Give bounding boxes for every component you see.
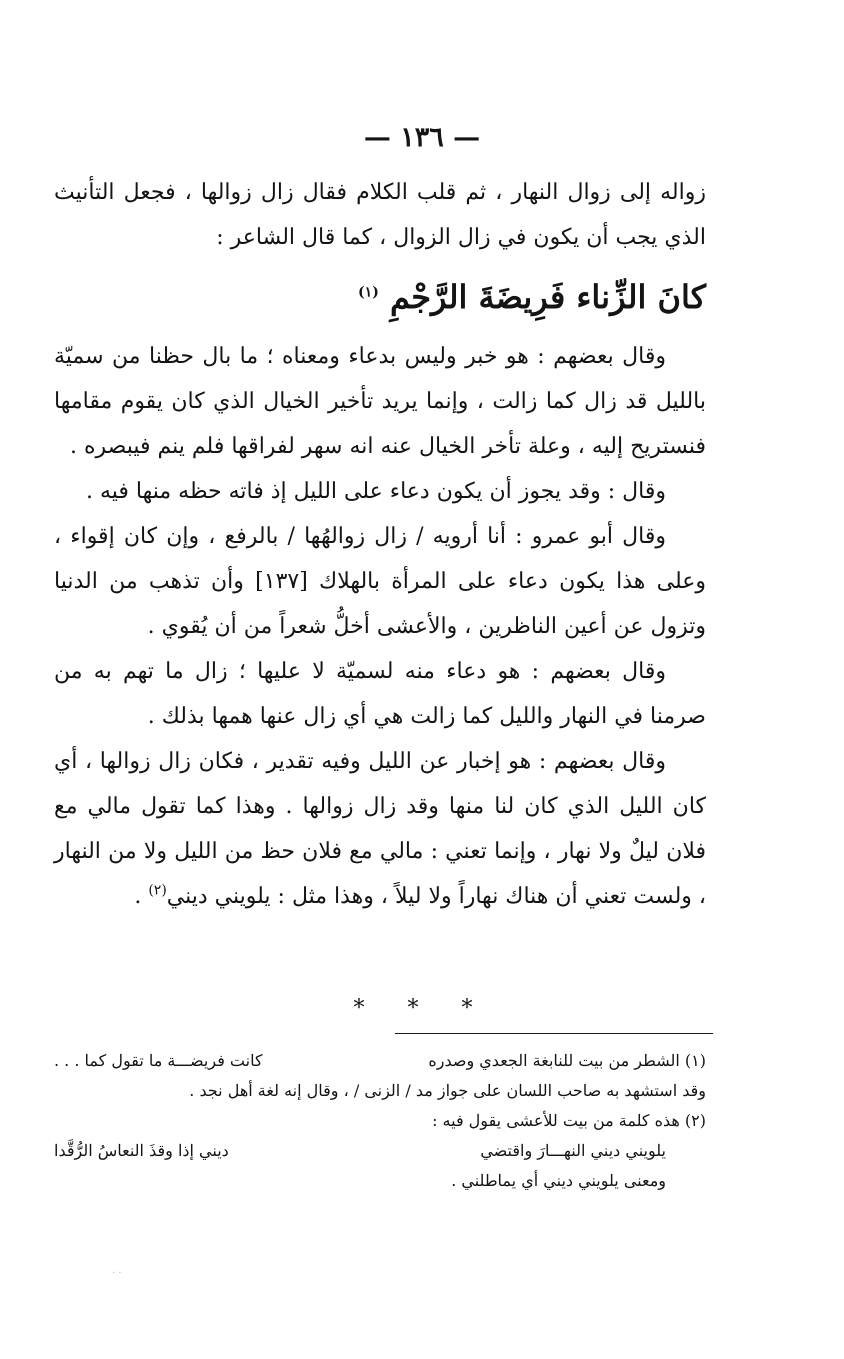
page-number: — ١٣٦ — (363, 122, 481, 153)
section-stars: * * * (353, 996, 491, 1021)
main-text (54, 170, 706, 919)
footnote-1-line (54, 1046, 706, 1076)
paragraph-tail: . (134, 884, 149, 909)
paragraph-text: وقال بعضهم : هو إخبار عن الليل وفيه تقدير ، فكان زال زوالها ، أي كان الليل الذي كان لنا منها وقد زال زوالها . وهذا كما تقول مالي مع فلان ليلٌ ولا نهار ، وإنما تعني : مالي مع فلان حظ من الليل ولا من النهار ، ولست تعني أن هناك نهاراً ولا ليلاً ، وهذا مثل : يلويني ديني (54, 749, 706, 909)
verse-line (54, 260, 706, 334)
paragraph: وقال أبو عمرو : أنا أرويه / زال زوالهُها / بالرفع ، وإن كان إقواء ، وعلى هذا يكون دعاء على المرأة بالهلاك [١٣٧] وأن تذهب من الدنيا وتزول عن أعين الناظرين ، والأعشى أخلُّ شعراً من أن يُقوي . (54, 524, 707, 639)
footnote-ref-1[interactable]: (١) (358, 284, 379, 301)
scan-speck: · · (112, 1268, 122, 1279)
verse-text: كانَ الزِّناء فَرِيضَةَ الرَّجْمِ (389, 278, 706, 316)
paragraph: وقال : وقد يجوز أن يكون دعاء على الليل إذ فاته حظه منها فيه . (85, 479, 666, 504)
footnote-2-explanation: ومعنى يلويني ديني أي يماطلني . (451, 1171, 666, 1190)
footnote-2-hemistich-left: ديني إذا وقذَ النعاسُ الرُّقَّدا (54, 1141, 229, 1160)
paragraph: وقال بعضهم : هو خبر وليس بدعاء ومعناه ؛ ما بال حظنا من سميّة بالليل قد زال كما زالت ، وإنما يريد تأخير الخيال الذي كان يقوم مقامها فنستريح إليه ، وعلة تأخر الخيال عنه انه سهر لفراقها فلم ينم فيبصره . (54, 344, 706, 459)
footnote-ref-2[interactable]: (٢) (148, 882, 167, 899)
paragraph: زواله إلى زوال النهار ، ثم قلب الكلام فقال زال زوالها ، فجعل التأنيث الذي يجب أن يكون في زال الزوال ، كما قال الشاعر : (54, 180, 706, 250)
footnote-2-verse (54, 1136, 706, 1166)
paragraph: وقال بعضهم : هو دعاء منه لسميّة لا عليها ؛ زال ما تهم به من صرمنا في النهار والليل كما زالت هي أي زال عنها همها بذلك . (54, 659, 706, 729)
footnote-1-continuation: وقد استشهد به صاحب اللسان على جواز مد / الزنى / ، وقال إنه لغة أهل نجد . (189, 1081, 706, 1100)
footnote-1-hemistich: كانت فريضـــة ما تقول كما . . . (54, 1051, 263, 1070)
paragraph (54, 739, 706, 919)
footnotes (54, 1046, 706, 1196)
footnote-2-hemistich-right: يلويني ديني النهـــارَ واقتضي (480, 1141, 666, 1160)
footnote-1-text: (١) الشطر من بيت للنابغة الجعدي وصدره (428, 1051, 706, 1070)
footnote-separator (395, 1033, 713, 1034)
footnote-2-text: (٢) هذه كلمة من بيت للأعشى يقول فيه : (432, 1111, 706, 1130)
